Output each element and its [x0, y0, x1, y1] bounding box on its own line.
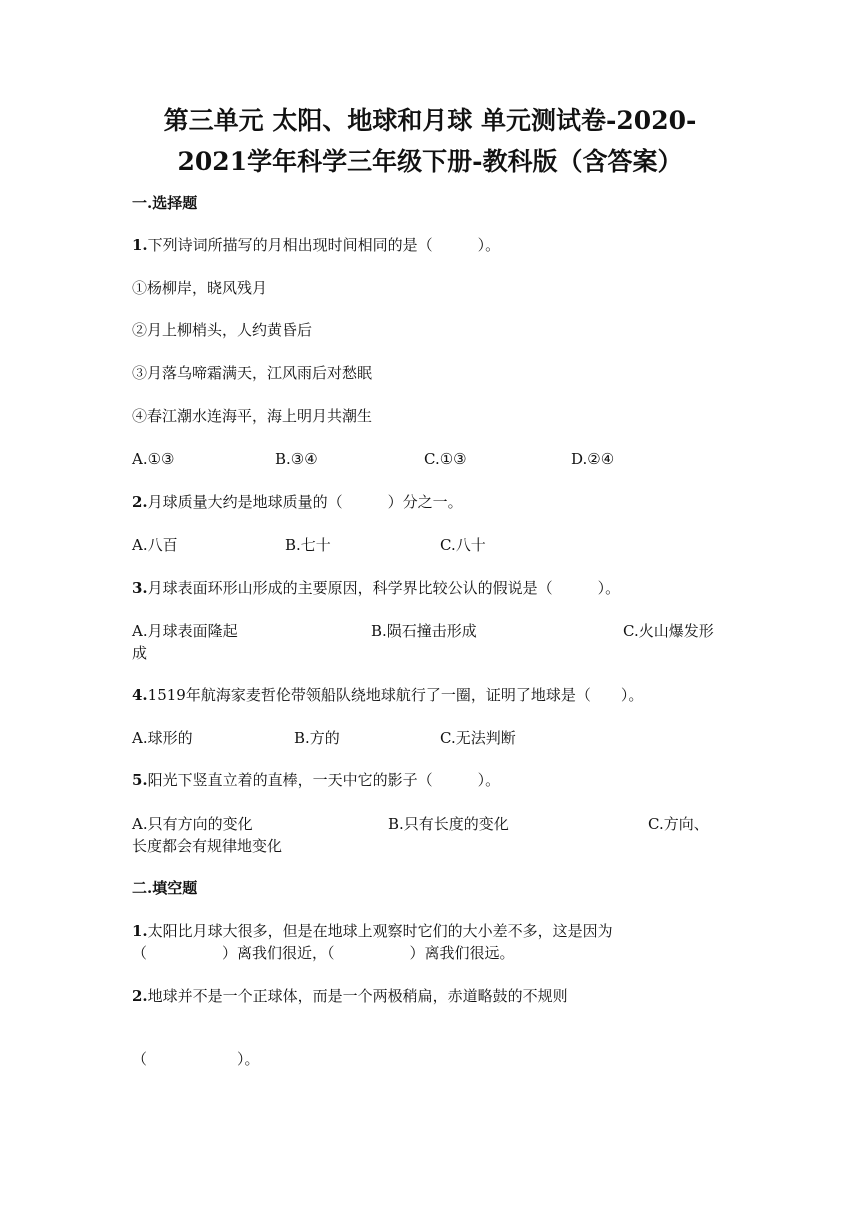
- option-b: B.七十: [285, 536, 331, 554]
- option-c: C.八十: [440, 536, 486, 554]
- question-stem: 地球并不是一个正球体，而是一个两极稍扁，赤道略鼓的不规则: [147, 987, 568, 1005]
- question-stem: 太阳比月球大很多，但是在地球上观察时它们的大小差不多，这是因为: [147, 922, 613, 940]
- section-heading-fill: 二.填空题: [132, 879, 198, 897]
- question-number: 2.: [132, 987, 148, 1005]
- option-c: C.方向、: [648, 815, 709, 833]
- question-stem: 1519年航海家麦哲伦带领船队绕地球航行了一圈，证明了地球是（ ）。: [147, 686, 644, 704]
- option-b: B.方的: [294, 729, 340, 747]
- option-c-wrap: 成: [132, 644, 148, 662]
- fill-question-2: [132, 986, 568, 1007]
- option-c: C.无法判断: [440, 729, 516, 747]
- question-stem: 阳光下竖直立着的直棒，一天中它的影子（ ）。: [147, 771, 501, 789]
- title-line-2: 2021学年科学三年级下册-教科版（含答案）: [177, 147, 683, 176]
- question-stem: 月球表面环形山形成的主要原因，科学界比较公认的假说是（ ）。: [147, 579, 621, 597]
- question-number: 2.: [132, 493, 148, 511]
- document-title: [60, 100, 800, 182]
- question-stem: 下列诗词所描写的月相出现时间相同的是（ ）。: [147, 236, 501, 254]
- fill-question-2-line-2: （ ）。: [132, 1050, 260, 1068]
- option-c: C.①③: [424, 450, 467, 468]
- question-number: 5.: [132, 771, 148, 789]
- option-a: A.月球表面隆起: [132, 622, 238, 640]
- option-a: A.只有方向的变化: [132, 815, 253, 833]
- poem-line-4: ④春江潮水连海平，海上明月共潮生: [132, 407, 373, 425]
- question-3: [132, 578, 620, 599]
- option-b: B.陨石撞击形成: [371, 622, 477, 640]
- option-a: A.八百: [132, 536, 178, 554]
- question-5: [132, 770, 500, 791]
- question-4: [132, 685, 643, 706]
- question-number: 3.: [132, 579, 148, 597]
- option-b: B.只有长度的变化: [388, 815, 509, 833]
- question-number: 1.: [132, 922, 148, 940]
- fill-question-1-line-2: （ ）离我们很近，（ ）离我们很远。: [132, 944, 515, 962]
- option-a: A.球形的: [132, 729, 193, 747]
- poem-line-3: ③月落乌啼霜满天，江风雨后对愁眠: [132, 364, 373, 382]
- question-number: 1.: [132, 236, 148, 254]
- question-1: [132, 235, 500, 256]
- fill-question-1: [132, 921, 613, 942]
- question-2: [132, 492, 463, 513]
- option-a: A.①③: [132, 450, 175, 468]
- option-b: B.③④: [275, 450, 318, 468]
- poem-line-2: ②月上柳梢头，人约黄昏后: [132, 321, 313, 339]
- option-c: C.火山爆发形: [623, 622, 714, 640]
- section-heading-choice: 一.选择题: [132, 194, 198, 212]
- question-stem: 月球质量大约是地球质量的（ ）分之一。: [147, 493, 463, 511]
- option-c-wrap: 长度都会有规律地变化: [132, 837, 283, 855]
- poem-line-1: ①杨柳岸，晓风残月: [132, 279, 268, 297]
- title-line-1: 第三单元 太阳、地球和月球 单元测试卷-2020-: [163, 106, 697, 135]
- option-d: D.②④: [571, 450, 615, 468]
- question-number: 4.: [132, 686, 148, 704]
